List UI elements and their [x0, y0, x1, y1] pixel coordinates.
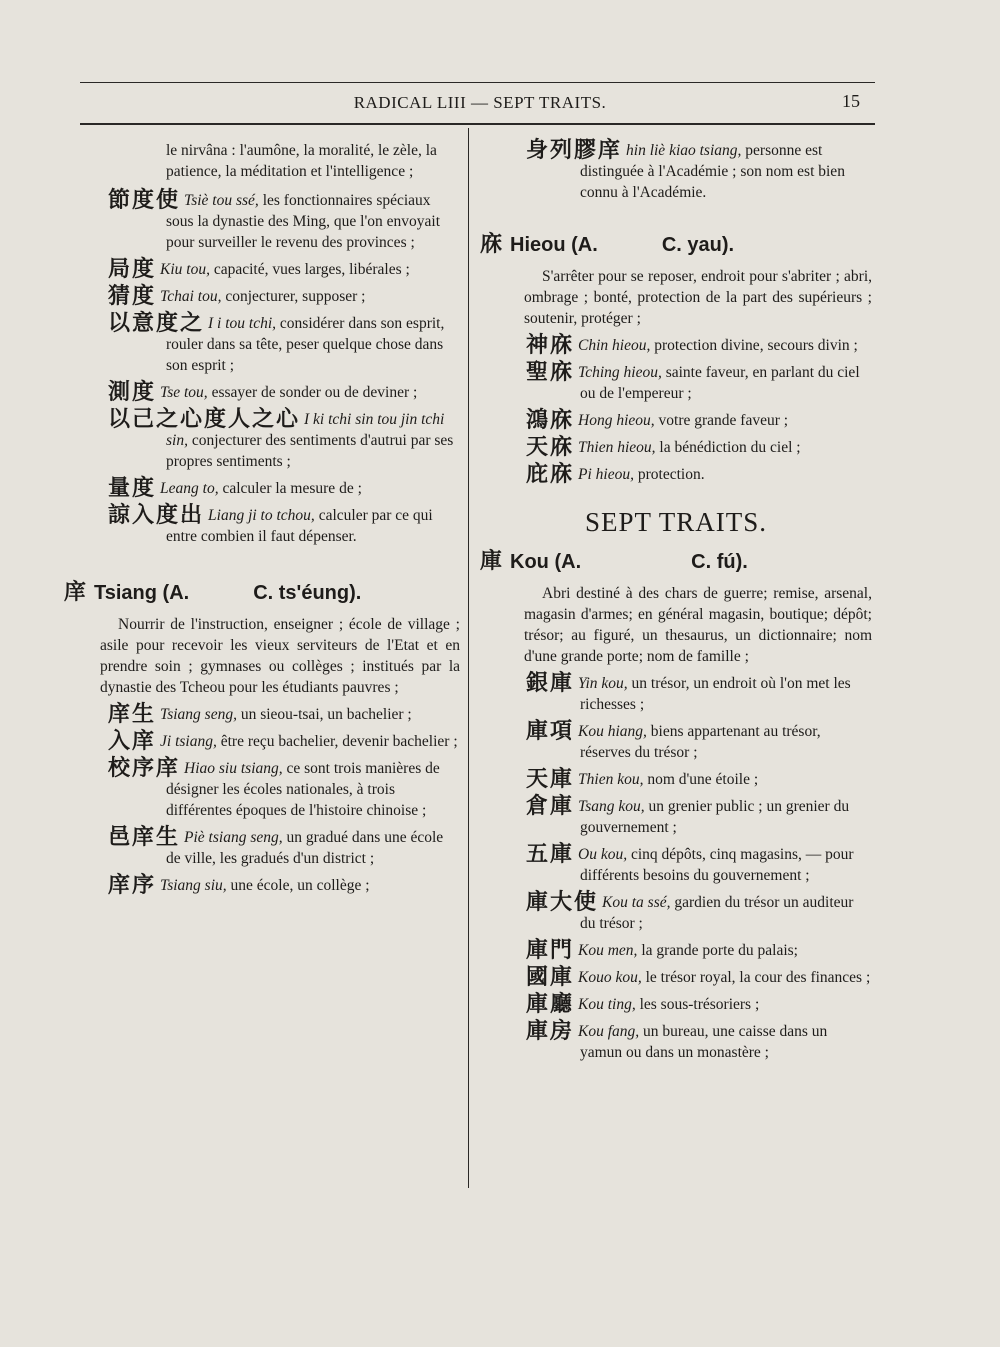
definition: un bureau, une caisse dans un yamun ou dans un monastère ; — [580, 1023, 828, 1061]
chinese-term: 校序庠 — [108, 756, 181, 781]
definition: votre grande faveur ; — [654, 412, 789, 429]
romanization: Tching hieou, — [578, 364, 662, 381]
chinese-term: 鴻庥 — [526, 408, 575, 433]
heading-character: 庥 — [480, 232, 503, 257]
dictionary-entry — [480, 437, 872, 458]
romanization: Kou ting, — [578, 996, 636, 1013]
definition: capacité, vues larges, libérales ; — [209, 261, 410, 278]
dictionary-entry — [480, 844, 872, 886]
dictionary-entry — [480, 940, 872, 961]
romanization: hin liè kiao tsiang, — [626, 142, 742, 159]
romanization: I ki tchi sin tou jin tchi sin, — [166, 411, 445, 449]
definition: la grande porte du palais; — [637, 942, 798, 959]
heading-definition: Abri destiné à des chars de guerre; remise, arsenal, magasin d'armes; en général magasin, boutique; dépôt; trésor; au figuré, un thesaurus, un dictionnaire; nom d'une grande porte; nom de famille ; — [524, 585, 872, 665]
definition: cinq dépôts, cinq magasins, — pour différents besoins du gouvernement ; — [580, 846, 854, 884]
chinese-term: 庠生 — [108, 702, 157, 727]
heading-character: 庠 — [64, 580, 87, 605]
dictionary-entry — [108, 259, 460, 280]
romanization: Yin kou, — [578, 675, 628, 692]
definition: calculer par ce qui entre combien il faut dépenser. — [166, 507, 433, 545]
chinese-term: 以己之心度人之心 — [108, 407, 301, 432]
romanization: Leang to, — [160, 480, 219, 497]
chinese-term: 庠序 — [108, 873, 157, 898]
column-divider — [468, 128, 469, 1188]
definition: un sieou-tsai, un bachelier ; — [236, 706, 412, 723]
chinese-term: 天庫 — [526, 767, 575, 792]
definition: protection. — [633, 466, 705, 483]
dictionary-entry — [108, 731, 460, 752]
heading-word: Tsiang — [94, 582, 157, 604]
chinese-term: 庫項 — [526, 719, 575, 744]
romanization: Kou ta ssé, — [602, 894, 671, 911]
romanization: Tsiang seng, — [160, 706, 237, 723]
definition: un grenier public ; un grenier du gouvernement ; — [580, 798, 850, 836]
chinese-term: 節度使 — [108, 188, 181, 213]
definition: un trésor, un endroit où l'on met les richesses ; — [580, 675, 851, 713]
romanization: Kouo kou, — [578, 969, 642, 986]
dictionary-entry — [108, 478, 460, 499]
top-rule — [80, 82, 875, 83]
romanization: Kou men, — [578, 942, 638, 959]
chinese-term: 猜度 — [108, 284, 157, 309]
dictionary-entry — [108, 286, 460, 307]
page-number: 15 — [842, 91, 860, 111]
definition: ce sont trois manières de désigner les écoles nationales, à trois différentes époques de l'histoire chinoise ; — [166, 760, 440, 819]
romanization: Kou hiang, — [578, 723, 647, 740]
romanization: Tsang kou, — [578, 798, 645, 815]
definition: conjecturer, supposer ; — [221, 288, 366, 305]
chinese-term: 五庫 — [526, 842, 575, 867]
romanization: Tse tou, — [160, 384, 208, 401]
dictionary-entry — [480, 967, 872, 988]
chinese-term: 庇庥 — [526, 462, 575, 487]
dictionary-entry — [108, 758, 460, 821]
chinese-term: 庫廳 — [526, 992, 575, 1017]
definition: considérer dans son esprit, rouler dans sa tête, peser quelque chose dans son esprit ; — [166, 315, 445, 374]
definition: conjecturer des sentiments d'autrui par ses propres sentiments ; — [166, 432, 454, 470]
heading-c: C. yau). — [661, 234, 735, 256]
right-column — [480, 140, 872, 1069]
romanization: Thien kou, — [578, 771, 644, 788]
chinese-term: 入庠 — [108, 729, 157, 754]
character-heading — [480, 227, 872, 258]
definition: biens appartenant au trésor, réserves du trésor ; — [580, 723, 821, 761]
heading-a: (A. — [162, 582, 190, 604]
definition: sainte faveur, en parlant du ciel ou de l'empereur ; — [580, 364, 860, 402]
definition: gardien du trésor un auditeur du trésor ; — [580, 894, 854, 932]
definition: essayer de sonder ou de deviner ; — [207, 384, 418, 401]
dictionary-entry — [108, 875, 460, 896]
romanization: Hong hieou, — [578, 412, 655, 429]
chinese-term: 庫門 — [526, 938, 575, 963]
heading-word: Hieou — [510, 234, 566, 256]
chinese-term: 國庫 — [526, 965, 575, 990]
heading-definition: S'arrêter pour se reposer, endroit pour s'abriter ; abri, ombrage ; bonté, protection de la part des supérieurs ; soutenir, protéger ; — [524, 268, 872, 327]
dictionary-entry — [480, 335, 872, 356]
heading-word: Kou — [510, 551, 549, 573]
definition: un gradué dans une école de ville, les gradués d'un district ; — [166, 829, 444, 867]
romanization: Tsiang siu, — [160, 877, 227, 894]
dictionary-entry — [108, 313, 460, 376]
chinese-term: 測度 — [108, 380, 157, 405]
dictionary-entry — [480, 1021, 872, 1063]
chinese-term: 諒入度出 — [108, 503, 205, 528]
chinese-term: 庫大使 — [526, 890, 599, 915]
definition: la bénédiction du ciel ; — [655, 439, 801, 456]
romanization: Kou fang, — [578, 1023, 640, 1040]
chinese-term: 神庥 — [526, 333, 575, 358]
heading-c: C. ts'éung). — [253, 582, 362, 604]
chinese-term: 銀庫 — [526, 671, 575, 696]
dictionary-entry — [480, 796, 872, 838]
chinese-term: 邑庠生 — [108, 825, 181, 850]
chinese-term: 聖庥 — [526, 360, 575, 385]
romanization: Piè tsiang seng, — [184, 829, 283, 846]
romanization: Hiao siu tsiang, — [184, 760, 283, 777]
romanization: Tsiè tou ssé, — [184, 192, 259, 209]
definition: protection divine, secours divin ; — [650, 337, 858, 354]
romanization: Liang ji to tchou, — [208, 507, 315, 524]
character-heading — [480, 544, 872, 575]
definition: une école, un collège ; — [226, 877, 370, 894]
definition: le trésor royal, la cour des finances ; — [641, 969, 871, 986]
chinese-term: 庫房 — [526, 1019, 575, 1044]
heading-definition: Nourrir de l'instruction, enseigner ; école de village ; asile pour recevoir les vieux serviteurs de l'Etat et en prendre soin ; gymnases ou collèges ; institués par la dynastie des Tcheou pour les étudiants pauvres ; — [100, 616, 460, 696]
chinese-term: 以意度之 — [108, 311, 205, 336]
dictionary-entry — [108, 827, 460, 869]
definition: être reçu bachelier, devenir bachelier ; — [216, 733, 458, 750]
dictionary-entry — [108, 505, 460, 547]
dictionary-entry — [480, 673, 872, 715]
chinese-term: 天庥 — [526, 435, 575, 460]
romanization: Ou kou, — [578, 846, 628, 863]
dictionary-entry — [108, 190, 460, 253]
left-column — [64, 140, 460, 902]
section-title: SEPT TRAITS. — [584, 507, 768, 537]
chinese-term: 局度 — [108, 257, 157, 282]
chinese-term: 量度 — [108, 476, 157, 501]
romanization: I i tou tchi, — [208, 315, 277, 332]
dictionary-entry — [108, 704, 460, 725]
dictionary-entry — [480, 362, 872, 404]
definition: les sous-trésoriers ; — [635, 996, 760, 1013]
romanization: Tchai tou, — [160, 288, 222, 305]
dictionary-entry — [108, 409, 460, 472]
dictionary-entry — [480, 464, 872, 485]
romanization: Ji tsiang, — [160, 733, 217, 750]
dictionary-entry — [480, 721, 872, 763]
heading-character: 庫 — [480, 549, 503, 574]
heading-a: (A. — [571, 234, 598, 256]
dictionary-entry — [480, 994, 872, 1015]
dictionary-entry — [108, 382, 460, 403]
intro-text: le nirvâna : l'aumône, la moralité, le zèle, la patience, la méditation et l'intelligence ; — [166, 142, 437, 180]
dictionary-entry — [480, 410, 872, 431]
dictionary-entry — [480, 892, 872, 934]
definition: calculer la mesure de ; — [218, 480, 362, 497]
heading-a: (A. — [554, 551, 582, 573]
header-rule — [80, 123, 875, 125]
romanization: Thien hieou, — [578, 439, 656, 456]
romanization: Kiu tou, — [160, 261, 210, 278]
definition: les fonctionnaires spéciaux sous la dynastie des Ming, que l'on envoyait pour surveiller le revenu des provinces ; — [166, 192, 441, 251]
romanization: Pi hieou, — [578, 466, 634, 483]
heading-c: C. fú). — [691, 551, 748, 573]
definition: nom d'une étoile ; — [643, 771, 759, 788]
dictionary-entry — [480, 769, 872, 790]
chinese-term: 身列膠庠 — [526, 138, 623, 163]
character-heading — [64, 575, 460, 606]
definition: personne est distinguée à l'Académie ; son nom est bien connu à l'Académie. — [580, 142, 845, 201]
chinese-term: 倉庫 — [526, 794, 575, 819]
running-header: RADICAL LIII — SEPT TRAITS. — [353, 93, 607, 112]
dictionary-entry — [480, 140, 872, 203]
romanization: Chin hieou, — [578, 337, 651, 354]
